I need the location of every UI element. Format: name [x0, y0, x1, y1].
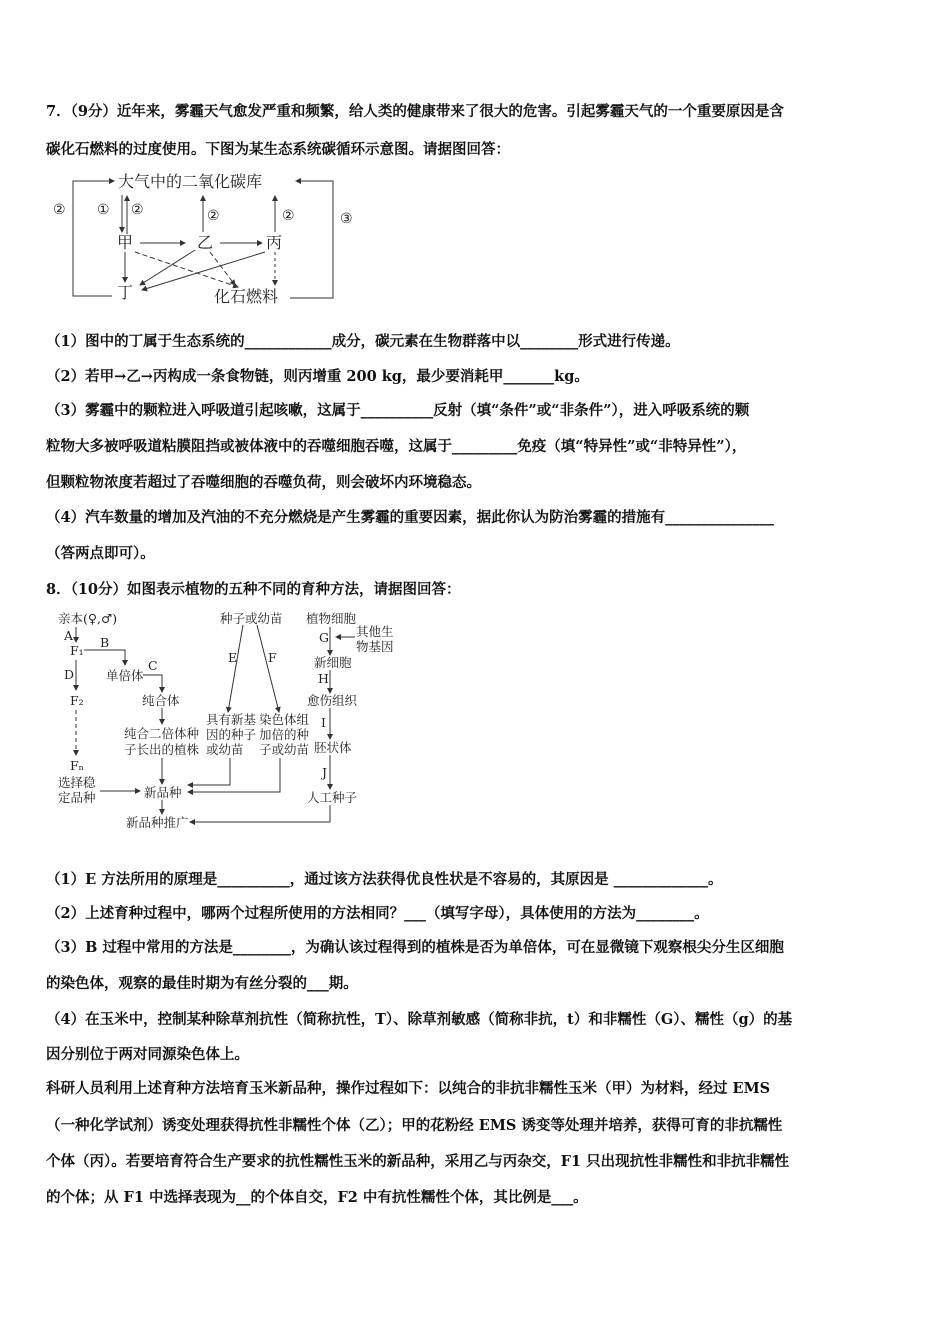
- node-other-genes-line2: 物基因: [356, 639, 394, 654]
- q7-line: （4）汽车数量的增加及汽油的不充分燃烧是产生雾霾的重要因素，据此你认为防治雾霾的措施有_______________: [46, 509, 774, 526]
- label-h: H: [318, 671, 329, 686]
- node-bing: 丙: [266, 233, 283, 252]
- q7-line: （1）图中的丁属于生态系统的____________成分，碳元素在生物群落中以________形式进行传递。: [46, 333, 680, 350]
- node-callus: 愈伤组织: [307, 693, 358, 708]
- label-circle-3: ③: [340, 211, 353, 227]
- q8-line: （4）在玉米中，控制某种除草剂抗性（简称抗性，T）、除草剂敏感（简称非抗，t）和非糯性（G）、糯性（g）的基: [46, 1011, 793, 1028]
- q8-line: 8．（10分）如图表示植物的五种不同的育种方法，请据图回答：: [46, 581, 461, 598]
- q7-line: （2）若甲→乙→丙构成一条食物链，则丙增重 200 kg，最少要消耗甲_______kg。: [46, 368, 589, 385]
- label-circle-2: ②: [282, 208, 295, 224]
- node-mutant-line2: 因的种子: [206, 727, 257, 742]
- node-polyploid-line1: 染色体组: [259, 712, 310, 727]
- q7-line: 7．（9分）近年来，雾霾天气愈发严重和频繁，给人类的健康带来了很大的危害。引起雾霾天气的一个重要原因是含: [46, 103, 784, 120]
- label-e: E: [228, 650, 238, 665]
- label-g: G: [319, 630, 329, 645]
- node-plant-cell: 植物细胞: [306, 611, 357, 626]
- label-i: I: [321, 715, 326, 730]
- node-embryoid: 胚状体: [314, 740, 352, 755]
- label-c: C: [148, 658, 158, 673]
- node-diploid-line2: 子长出的植株: [124, 742, 200, 757]
- node-promote: 新品种推广: [126, 815, 189, 830]
- q8-line: 的个体；从 F1 中选择表现为__的个体自交，F2 中有抗性糯性个体，其比例是___。: [46, 1189, 588, 1206]
- q7-line: （答两点即可）。: [46, 545, 155, 562]
- node-new-cell: 新细胞: [314, 655, 352, 670]
- q8-line: （2）上述育种过程中，哪两个过程所使用的方法相同？___（填写字母），具体使用的方法为________。: [46, 905, 709, 922]
- node-jia: 甲: [117, 233, 134, 252]
- q7-line: （3）雾霾中的颗粒进入呼吸道引起咳嗽，这属于__________反射（填“条件”或“非条件”），进入呼吸系统的颗: [46, 402, 750, 419]
- label-f: F: [268, 650, 277, 665]
- node-f1: F₁: [70, 643, 84, 658]
- q8-line: 个体（丙）。若要培育符合生产要求的抗性糯性玉米的新品种，采用乙与丙杂交，F1 只出现抗性非糯性和非抗非糯性: [46, 1153, 790, 1170]
- label-j: J: [322, 765, 328, 780]
- node-other-genes-line1: 其他生: [356, 624, 394, 639]
- node-fn: Fₙ: [70, 758, 85, 773]
- q8-line: 科研人员利用上述育种方法培育玉米新品种，操作过程如下：以纯合的非抗非糯性玉米（甲）为材料，经过 EMS: [46, 1080, 771, 1097]
- q7-line: 碳化石燃料的过度使用。下图为某生态系统碳循环示意图。请据图回答：: [46, 141, 510, 158]
- node-fossil-fuel: 化石燃料: [214, 287, 279, 306]
- label-circle-2: ②: [131, 202, 144, 218]
- node-select-line2: 定品种: [58, 790, 96, 805]
- q7-line: 但颗粒物浓度若超过了吞噬细胞的吞噬负荷，则会破坏内环境稳态。: [46, 474, 481, 491]
- label-circle-1: ①: [97, 202, 110, 218]
- label-d: D: [64, 667, 75, 682]
- label-b: B: [100, 635, 110, 650]
- node-artificial-seed: 人工种子: [307, 790, 358, 805]
- node-yi: 乙: [197, 233, 214, 252]
- label-circle-2: ②: [207, 208, 220, 224]
- node-diploid-line1: 纯合二倍体种: [124, 726, 200, 741]
- label-circle-2: ②: [53, 202, 66, 218]
- label-a: A: [64, 628, 74, 643]
- node-haploid: 单倍体: [106, 668, 144, 683]
- node-mutant-line1: 具有新基: [206, 712, 257, 727]
- node-f2: F₂: [70, 693, 84, 708]
- node-mutant-line3: 或幼苗: [206, 742, 244, 757]
- node-seed: 种子或幼苗: [220, 611, 283, 626]
- q8-line: （3）B 过程中常用的方法是________，为确认该过程得到的植株是否为单倍体，可在显微镜下观察根尖分生区细胞: [46, 939, 784, 956]
- q8-line: 的染色体，观察的最佳时期为有丝分裂的___期。: [46, 975, 358, 992]
- node-polyploid-line3: 子或幼苗: [259, 742, 310, 757]
- q8-line: （一种化学试剂）诱变处理获得抗性非糯性个体（乙）；甲的花粉经 EMS 诱变等处理并培养，获得可育的非抗糯性: [46, 1117, 783, 1134]
- node-select-line1: 选择稳: [58, 775, 96, 790]
- node-new-variety: 新品种: [144, 785, 182, 800]
- q8-line: （1）E 方法所用的原理是__________，通过该方法获得优良性状是不容易的，其原因是 _____________。: [46, 871, 723, 888]
- co2-pool-label: 大气中的二氧化碳库: [118, 172, 263, 191]
- node-parents: 亲本(♀,♂): [58, 611, 118, 626]
- node-polyploid-line2: 加倍的种: [259, 727, 310, 742]
- q7-line: 粒物大多被呼吸道粘膜阻挡或被体液中的吞噬细胞吞噬，这属于_________免疫（填“特异性”或“非特异性”），: [46, 438, 747, 455]
- node-ding: 丁: [117, 283, 134, 302]
- q8-line: 因分别位于两对同源染色体上。: [46, 1046, 249, 1063]
- node-homozygote: 纯合体: [142, 693, 180, 708]
